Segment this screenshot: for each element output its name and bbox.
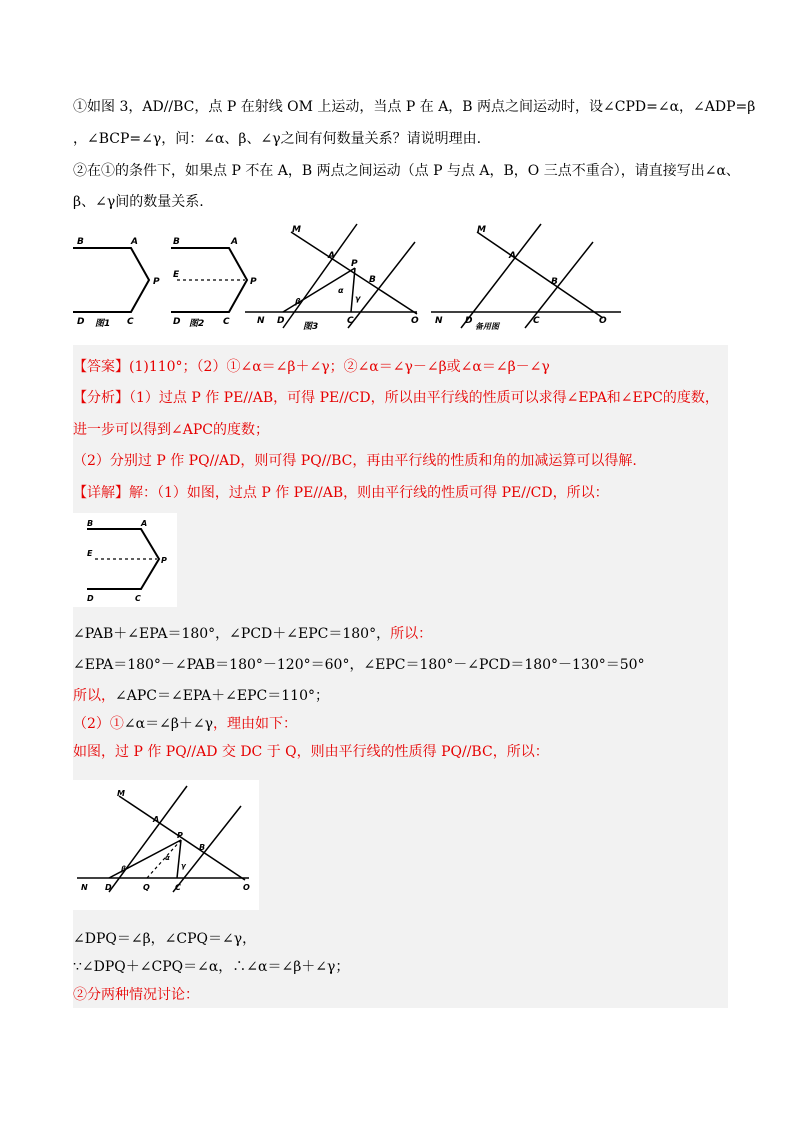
part2-line-1 [73,715,297,733]
fig2-label-C: C [223,317,230,327]
question-figures [73,222,621,340]
fig3-caption: 图3 [303,322,319,332]
question-line-2: ，∠BCP=∠γ，问：∠α、β、∠γ之间有何数量关系？请说明理由. [73,131,482,147]
detail1-label-D: D [87,594,94,603]
fig2-label-B: B [173,237,180,247]
fig2-caption: 图2 [189,319,205,329]
fig1-label-P: P [153,277,160,287]
detail1-label-C: C [135,594,141,603]
part2-equation: ∠α＝∠β＋∠γ [123,716,214,732]
fig3-label-P: P [351,259,358,269]
fig3-label-C: C [347,316,354,326]
fig4-label-O: O [599,316,607,326]
detail2-label-M: M [117,789,125,798]
detail2-label-alpha: α [165,854,170,862]
fig4-label-M: M [477,225,486,235]
question-line-4: β、∠γ间的数量关系. [73,194,204,210]
equation-3-body: ∠APC＝∠EPA＋∠EPC＝110°； [115,688,329,704]
fig2-label-A: A [231,237,238,247]
part2-line-2: 如图，过 P 作 PQ//AD 交 DC 于 Q，则由平行线的性质得 PQ//BC，所以： [73,744,549,760]
part3-line: ②分两种情况讨论： [73,987,199,1003]
equation-5-because: ∵∠DPQ＋∠CPQ＝∠α， [73,959,233,975]
fig1-label-D: D [77,317,85,327]
equation-5-therefore: ∴∠α＝∠β＋∠γ； [232,959,350,975]
fig3-label-A: A [328,251,335,261]
analysis-line-3: （2）分别过 P 作 PQ//AD，则可得 PQ//BC，再由平行线的性质和角的加减运算可以得解. [73,453,637,469]
detail1-label-E: E [87,549,93,558]
detail2-label-gamma: γ [181,862,186,870]
fig1-caption: 图1 [95,319,111,329]
analysis-line-2: 进一步可以得到∠APC的度数； [73,422,269,438]
fig4-label-C: C [533,316,540,326]
detail2-label-Q: Q [143,883,150,892]
detail2-label-A: A [153,815,160,824]
detail-figure-2 [73,780,259,910]
figure-3 [245,224,417,328]
figure-1 [73,248,149,312]
detail1-label-B: B [87,519,94,528]
fig1-label-C: C [127,317,134,327]
part2-tail: ，理由如下： [213,716,298,732]
question-line-3: ②在①的条件下，如果点 P 不在 A，B 两点之间运动（点 P 与点 A，B，O 三点不重合），请直接写出∠α、 [73,163,740,179]
fig2-label-E: E [173,270,180,280]
detail2-label-O: O [243,883,250,892]
fig1-label-B: B [77,237,84,247]
analysis-line-1: 【分析】（1）过点 P 作 PE//AB，可得 PE//CD，所以由平行线的性质可以求得∠EPA和∠EPC的度数， [73,390,719,406]
detail2-label-C: C [175,883,181,892]
fig1-label-A: A [131,237,138,247]
answer-line: 【答案】(1)110°；（2）①∠α＝∠β＋∠γ；②∠α＝∠γ－∠β或∠α＝∠β－∠γ [73,359,550,375]
fig1-lines [73,248,149,312]
detail-figure-1 [73,513,177,607]
detail-figure-1-svg [73,513,177,607]
detail2-label-B: B [199,843,206,852]
fig3-label-beta: β [295,297,301,306]
fig3-label-O: O [411,316,419,326]
equation-1-tail: 所以： [390,626,433,642]
fig4-caption: 备用图 [475,322,499,331]
equation-5 [73,958,349,976]
equation-1-body: ∠PAB＋∠EPA＝180°，∠PCD＋∠EPC＝180°， [73,626,391,642]
fig4-label-D: D [465,316,473,326]
equation-2: ∠EPA＝180°－∠PAB＝180°－120°＝60°，∠EPC＝180°－∠PCD＝180°－130°＝50° [73,657,645,673]
equation-3 [73,687,329,705]
fig3-label-B: B [369,275,376,285]
figures-svg [73,222,621,340]
fig3-label-M: M [292,225,301,235]
detail-line-1: 【详解】解：（1）如图，过点 P 作 PE//AB，则由平行线的性质可得 PE//CD，所以： [73,485,609,501]
question-line-1: ①如图 3，AD//BC，点 P 在射线 OM 上运动，当点 P 在 A，B 两点之间运动时，设∠CPD=∠α，∠ADP=β [73,99,756,115]
detail2-label-D: D [105,883,112,892]
figure-2 [171,248,247,312]
figure-4 [431,224,621,328]
detail-figure-2-svg [73,780,259,910]
equation-4: ∠DPQ＝∠β，∠CPQ＝∠γ， [73,931,257,947]
detail1-label-P: P [161,556,167,565]
fig4-label-B: B [551,277,558,287]
fig3-label-D: D [277,316,285,326]
fig2-label-D: D [173,317,181,327]
detail2-label-P: P [177,831,183,840]
equation-3-head: 所以， [73,688,115,704]
fig3-label-N: N [257,316,265,326]
equation-1 [73,625,432,643]
detail2-label-N: N [81,883,88,892]
part2-head: （2）① [73,716,124,732]
fig2-label-P: P [250,277,257,287]
detail2-label-beta: β [121,865,127,873]
fig4-label-A: A [509,251,516,261]
fig3-label-gamma: γ [355,294,361,303]
detail1-label-A: A [141,519,148,528]
fig3-label-alpha: α [338,286,344,295]
fig4-label-N: N [435,316,443,326]
